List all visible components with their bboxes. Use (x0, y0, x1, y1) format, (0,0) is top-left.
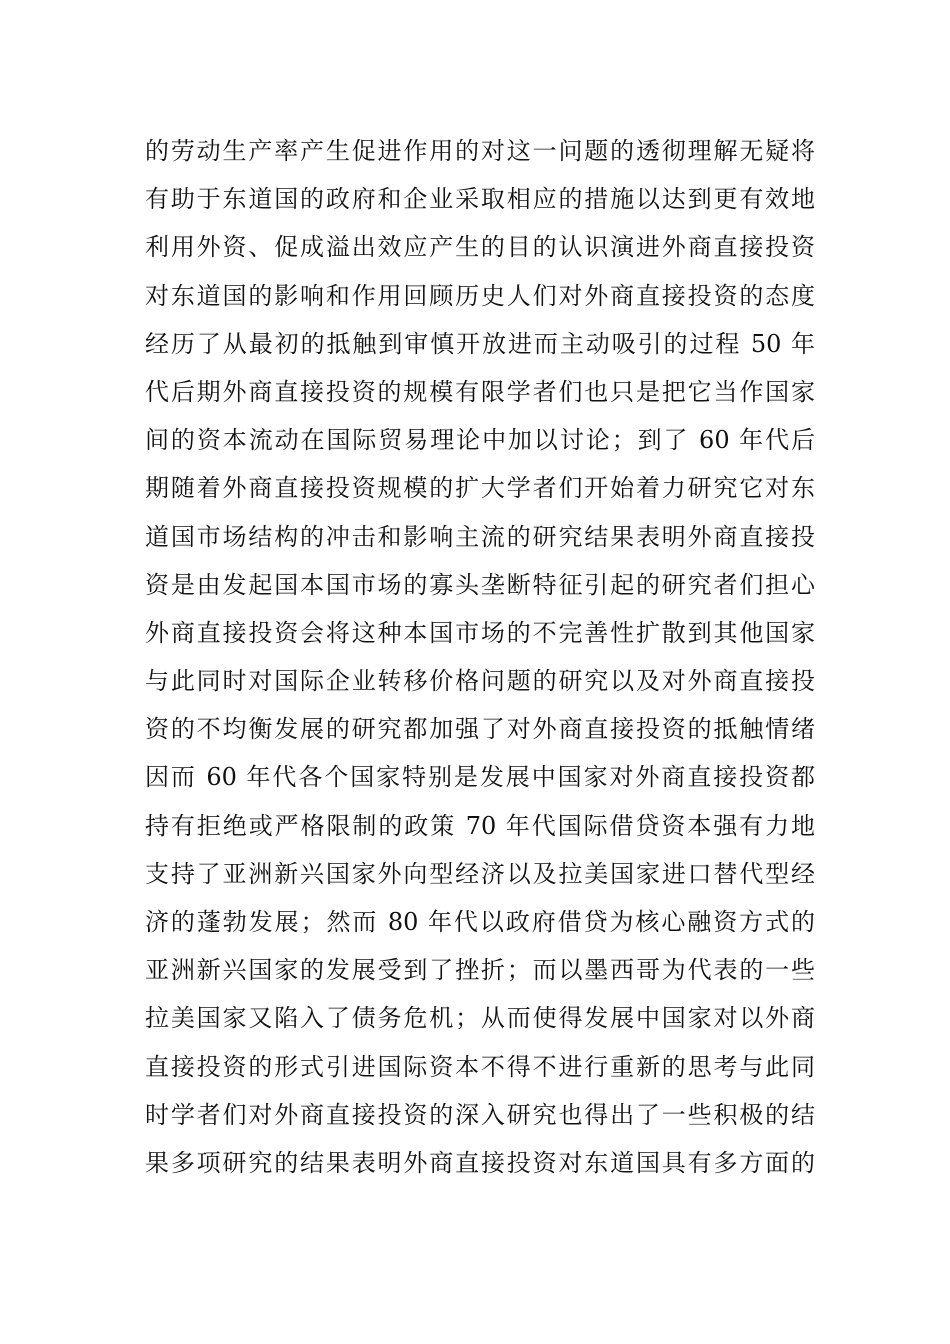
text-line: 间的资本流动在国际贸易理论中加以讨论；到了 60 年代后 (145, 426, 815, 455)
text-line: 亚洲新兴国家的发展受到了挫折；而以墨西哥为代表的一些 (145, 956, 815, 985)
text-line: 的劳动生产率产生促进作用的对这一问题的透彻理解无疑将 (145, 137, 815, 165)
text-line: 时学者们对外商直接投资的深入研究也得出了一些积极的结 (145, 1100, 815, 1129)
text-line: 与此同时对国际企业转移价格问题的研究以及对外商直接投 (145, 667, 815, 696)
text-line: 持有拒绝或严格限制的政策 70 年代国际借贷资本强有力地 (145, 811, 815, 840)
text-line: 济的蓬勃发展；然而 80 年代以政府借贷为核心融资方式的 (145, 908, 815, 936)
text-line: 道国市场结构的冲击和影响主流的研究结果表明外商直接投 (145, 522, 815, 551)
text-line: 因而 60 年代各个国家特别是发展中国家对外商直接投资都 (145, 763, 815, 792)
text-line: 期随着外商直接投资规模的扩大学者们开始着力研究它对东 (145, 474, 815, 503)
body-text (145, 127, 815, 1187)
text-line: 有助于东道国的政府和企业采取相应的措施以达到更有效地 (145, 185, 815, 214)
text-line: 利用外资、促成溢出效应产生的目的认识演进外商直接投资 (145, 233, 815, 262)
text-line: 直接投资的形式引进国际资本不得不进行重新的思考与此同 (145, 1052, 815, 1081)
text-line: 代后期外商直接投资的规模有限学者们也只是把它当作国家 (145, 377, 815, 406)
text-line: 支持了亚洲新兴国家外向型经济以及拉美国家进口替代型经 (145, 859, 815, 888)
text-line: 拉美国家又陷入了债务危机；从而使得发展中国家对以外商 (145, 1004, 815, 1033)
text-line: 资的不均衡发展的研究都加强了对外商直接投资的抵触情绪 (145, 715, 815, 744)
text-line: 果多项研究的结果表明外商直接投资对东道国具有多方面的 (145, 1148, 815, 1177)
text-line: 经历了从最初的抵触到审慎开放进而主动吸引的过程 50 年 (145, 329, 815, 358)
text-line: 外商直接投资会将这种本国市场的不完善性扩散到其他国家 (145, 618, 815, 647)
text-line: 资是由发起国本国市场的寡头垄断特征引起的研究者们担心 (145, 570, 815, 599)
text-line: 对东道国的影响和作用回顾历史人们对外商直接投资的态度 (145, 281, 815, 310)
